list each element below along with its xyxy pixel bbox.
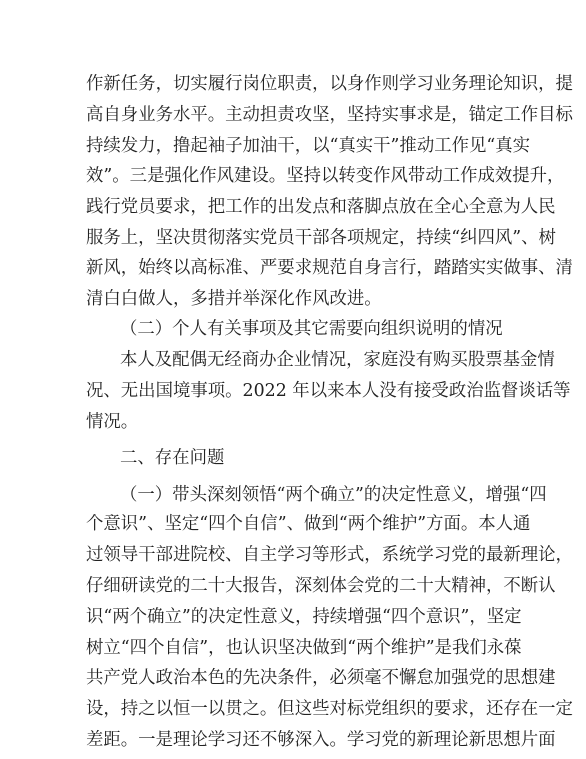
paragraph-1-line-4: 效”。三是强化作风建设。坚持以转变作风带动工作成效提升， xyxy=(86,166,565,187)
paragraph-2-line-2: 况、无出国境事项。2022 年以来本人没有接受政治监督谈话等 xyxy=(86,381,571,401)
paragraph-3-line-7: 共产党人政治本色的先决条件，必须毫不懈怠加强党的思想建 xyxy=(86,668,556,689)
paragraph-1-line-6: 服务上，坚决贯彻落实党员干部各项规定，持续“纠四风”、树 xyxy=(86,227,556,248)
paragraph-3-line-5: 识“两个确立”的决定性意义，持续增强“四个意识”，坚定 xyxy=(86,606,522,627)
paragraph-3-line-4: 仔细研读党的二十大报告，深刻体会党的二十大精神，不断认 xyxy=(86,576,556,597)
paragraph-3-line-9: 差距。一是理论学习还不够深入。学习党的新理论新思想片面 xyxy=(86,730,556,750)
paragraph-3-line-8: 设，持之以恒一以贯之。但这些对标党组织的要求，还存在一定 xyxy=(86,699,573,720)
subsection-heading: （二）个人有关事项及其它需要向组织说明的情况 xyxy=(120,319,503,340)
paragraph-3-line-2: 个意识”、坚定“四个自信”、做到“两个维护”方面。本人通 xyxy=(86,514,531,535)
section-heading: 二、存在问题 xyxy=(120,448,225,469)
paragraph-2-line-3: 情况。 xyxy=(86,411,139,432)
paragraph-2-line-1: 本人及配偶无经商办企业情况，家庭没有购买股票基金情 xyxy=(120,350,555,371)
paragraph-1-line-8: 清白白做人，多措并举深化作风改进。 xyxy=(86,288,382,309)
paragraph-3-line-3: 过领导干部进院校、自主学习等形式，系统学习党的最新理论， xyxy=(86,545,573,566)
paragraph-1-line-5: 践行党员要求，把工作的出发点和落脚点放在全心全意为人民 xyxy=(86,197,556,218)
paragraph-3-line-6: 树立“四个自信”，也认识坚决做到“两个维护”是我们永葆 xyxy=(86,637,522,658)
paragraph-1-line-3: 持续发力，撸起袖子加油干，以“真实干”推动工作见“真实 xyxy=(86,135,531,156)
paragraph-1-line-7: 新风，始终以高标准、严要求规范自身言行，踏踏实实做事、清 xyxy=(86,257,573,278)
paragraph-3-line-1: （一）带头深刻领悟“两个确立”的决定性意义，增强“四 xyxy=(120,484,547,505)
paragraph-1-line-2: 高自身业务水平。主动担责攻坚，坚持实事求是，锚定工作目标 xyxy=(86,104,573,125)
paragraph-1-line-1: 作新任务，切实履行岗位职责，以身作则学习业务理论知识，提 xyxy=(86,74,573,94)
